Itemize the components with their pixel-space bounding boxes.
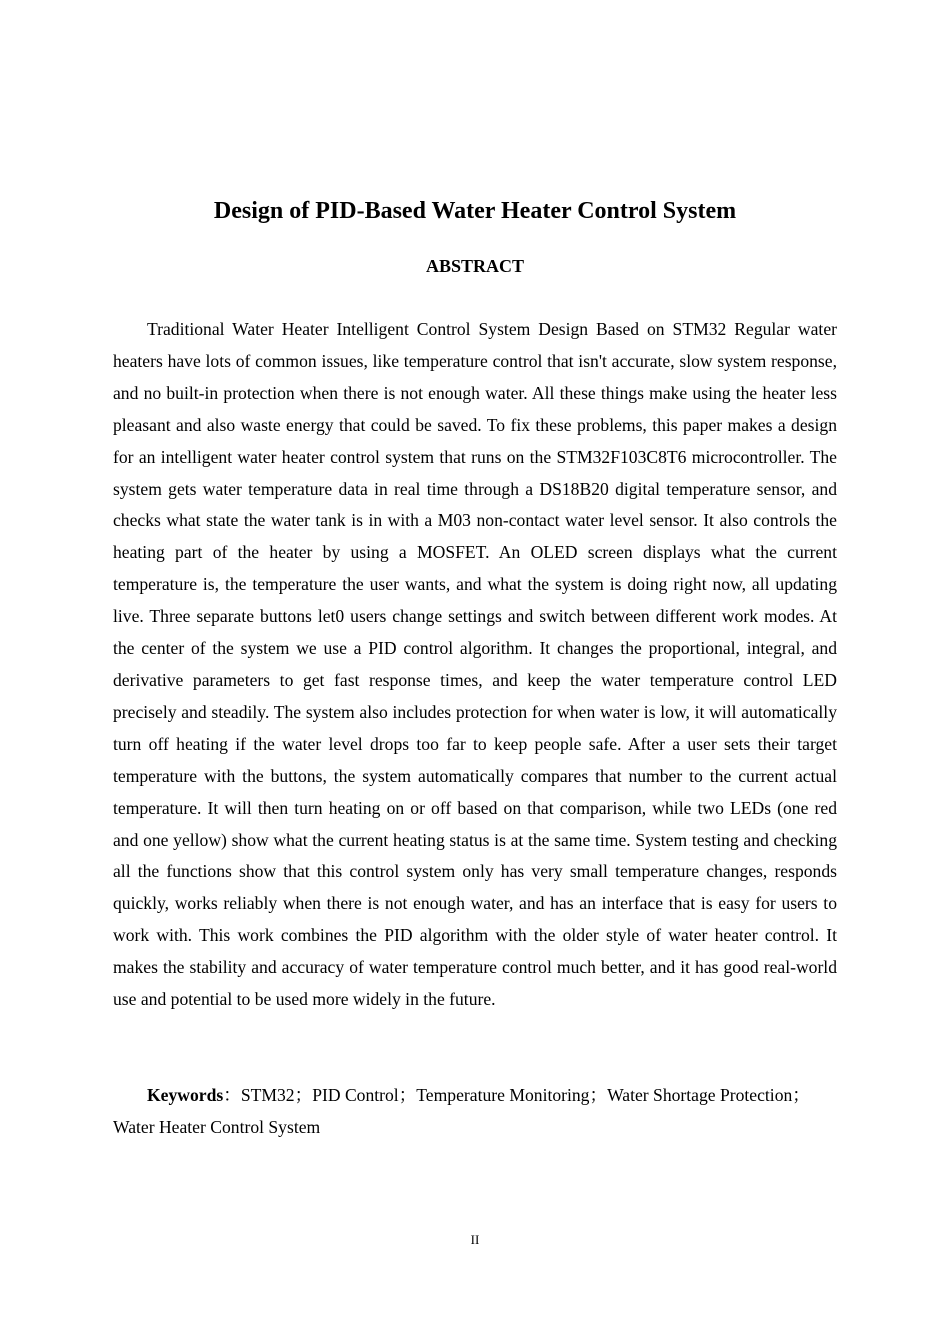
keywords-text: ：STM32；PID Control；Temperature Monitoring；Water Shortage Protection；Water Heater Control System [113,1085,810,1137]
abstract-paragraph: Traditional Water Heater Intelligent Control System Design Based on STM32 Regular water heaters have lots of common issues, like temperature control that isn't accurate, slow system response, and no built-in protection when there is not enough water. All these things make using the heater less pleasant and also waste energy that could be saved. To fix these problems, this paper makes a design for an intelligent water heater control system that runs on the STM32F103C8T6 microcontroller. The system gets water temperature data in real time through a DS18B20 digital temperature sensor, and checks what state the water tank is in with a M03 non-contact water level sensor. It also controls the heating part of the heater by using a MOSFET. An OLED screen displays what the current temperature is, the temperature the user wants, and what the system is doing right now, all updating live. Three separate buttons let0 users change settings and switch between different work modes. At the center of the system we use a PID control algorithm. It changes the proportional, integral, and derivative parameters to get fast response times, and keep the water temperature control LED precisely and steadily. The system also includes protection for when water is low, it will automatically turn off heating if the water level drops too far to keep people safe. After a user sets their target temperature with the buttons, the system automatically compares that number to the current actual temperature. It will then turn heating on or off based on that comparison, while two LEDs (one red and one yellow) show what the current heating status is at the same time. System testing and checking all the functions show that this control system only has very small temperature changes, responds quickly, works reliably when there is not enough water, and has an interface that is easy for users to work with. This work combines the PID algorithm with the older style of water heater control. It makes the stability and accuracy of water temperature control much better, and it has good real-world use and potential to be used more widely in the future. [113,319,837,1010]
paper-title: Design of PID-Based Water Heater Control System [213,198,737,224]
keywords-label: Keywords [147,1085,224,1105]
keywords-line [113,1080,837,1144]
page-number: II [470,1232,480,1247]
abstract-heading: ABSTRACT [425,256,525,276]
